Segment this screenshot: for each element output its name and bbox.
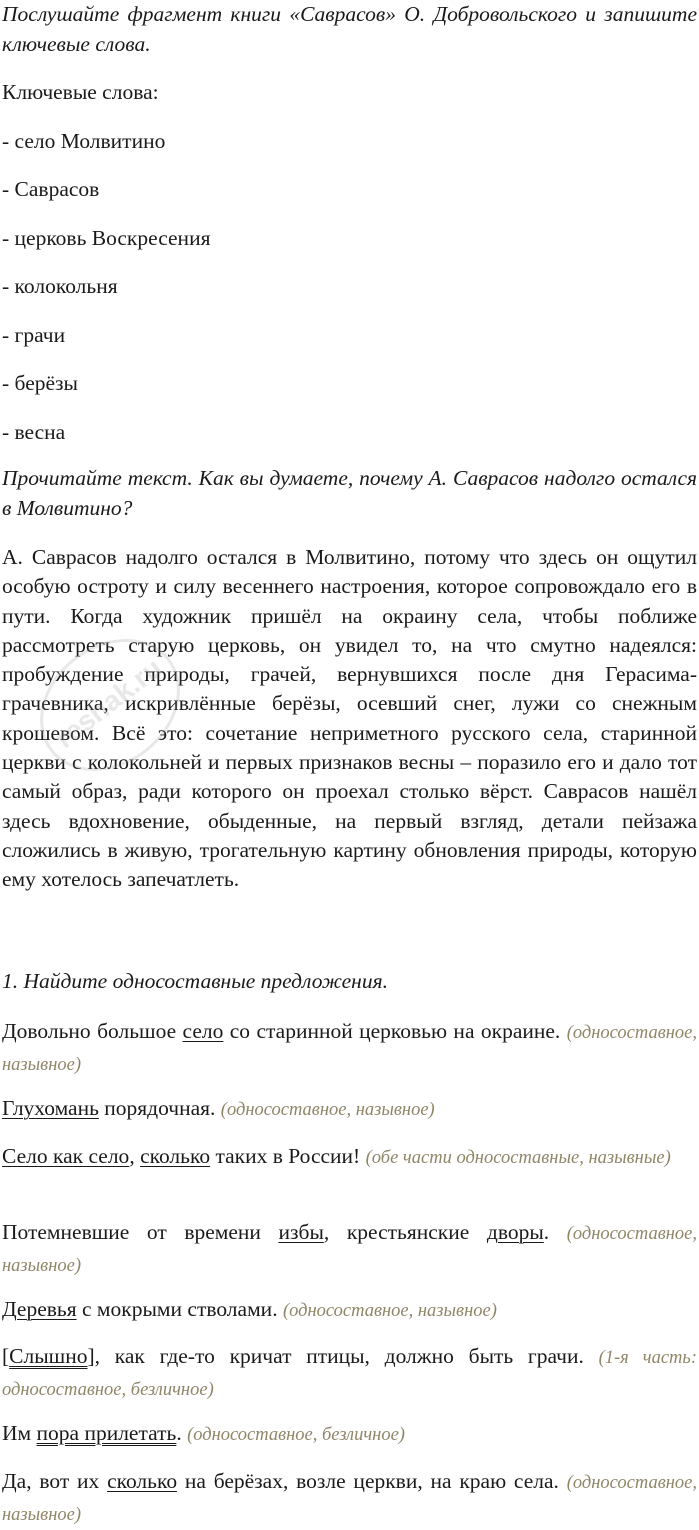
keyword-item: - церковь Воскресения (2, 226, 211, 250)
sentence-1: Довольно большое село со старинной церковью на окраине. (односоставное, назывное) (2, 1019, 697, 1075)
keyword-item: - грачи (2, 323, 66, 347)
annotation-note: (односоставное, назывное) (282, 1301, 497, 1321)
predicate-underline: Слышно (9, 1344, 88, 1368)
sentence-4: Потемневшие от времени избы, крестьянские дворы. (односоставное, назывное) (2, 1220, 698, 1276)
annotation-note: (односоставное, назывное) (220, 1100, 435, 1120)
sentence-7: Им пора прилетать. (односоставное, безличное) (2, 1421, 405, 1445)
subject-underline: село (182, 1019, 224, 1043)
task-listen-instruction: Послушайте фрагмент книги «Саврасов» О. Добровольского и запишите ключевые слова. (2, 2, 697, 56)
predicate-underline: пора прилетать (36, 1421, 177, 1445)
subject-underline: избы (278, 1220, 324, 1244)
annotation-note: (1-я часть: односоставное, безличное) (2, 1348, 697, 1400)
keywords-heading: Ключевые слова: (2, 80, 159, 104)
sentence-2: Глухомань порядочная. (односоставное, назывное) (2, 1096, 435, 1120)
annotation-note: (односоставное, назывное) (2, 1224, 698, 1276)
subject-underline: Село как село (2, 1144, 130, 1168)
annotation-note: (односоставное, назывное) (2, 1023, 697, 1075)
subject-underline: сколько (140, 1144, 211, 1168)
task-read-question: Прочитайте текст. Как вы думаете, почему А. Саврасов надолго остался в Молвитино? (2, 466, 697, 520)
annotation-note: (односоставное, назывное) (2, 1473, 697, 1525)
subject-underline: сколько (107, 1469, 178, 1493)
sentence-6: [Слышно], как где-то кричат птицы, должно быть грачи. (1-я часть: односоставное, безличное) (2, 1344, 697, 1400)
keyword-item: - село Молвитино (2, 129, 166, 153)
subject-underline: Деревья (2, 1297, 77, 1321)
annotation-note: (обе части односоставные, назывные) (365, 1148, 671, 1168)
annotation-note: (односоставное, безличное) (187, 1425, 405, 1445)
answer-paragraph: А. Саврасов надолго остался в Молвитино, потому что здесь он ощутил особую остроту и силу весеннего настроения, которое сопровождало его в пути. Когда художник пришёл на окраину села, чтобы поближе рассмотреть старую церковь, он увидел то, на что смутно надеялся: пробуждение природы, грачей, вернувшихся после дня Герасима-грачевника, искривлённые берёзы, осевший снег, лужи со снежным крошевом. Всё это: сочетание неприметного русского села, старинной церкви с колокольней и первых признаков весны – поразило его и дало тот самый образ, ради которого он проехал столько вёрст. Саврасов нашёл здесь вдохновение, обыденные, на первый взгляд, детали пейзажа сложились в живую, трогательную картину обновления природы, которую ему хотелось запечатлеть. (2, 545, 697, 892)
task-find-sentences: 1. Найдите односоставные предложения. (2, 969, 388, 993)
sentence-3: Село как село, сколько таких в России! (обе части односоставные, назывные) (2, 1144, 671, 1168)
keyword-item: - берёзы (2, 371, 78, 395)
keyword-item: - Саврасов (2, 177, 100, 201)
subject-underline: дворы (486, 1220, 544, 1244)
watermark-text: reshak.ru (49, 652, 168, 755)
keyword-item: - весна (2, 420, 66, 444)
subject-underline: Глухомань (2, 1096, 99, 1120)
keyword-item: - колокольня (2, 274, 118, 298)
sentence-8: Да, вот их сколько на берёзах, возле церкви, на краю села. (односоставное, назывное) (2, 1469, 697, 1525)
sentence-5: Деревья с мокрыми стволами. (односоставное, назывное) (2, 1297, 497, 1321)
